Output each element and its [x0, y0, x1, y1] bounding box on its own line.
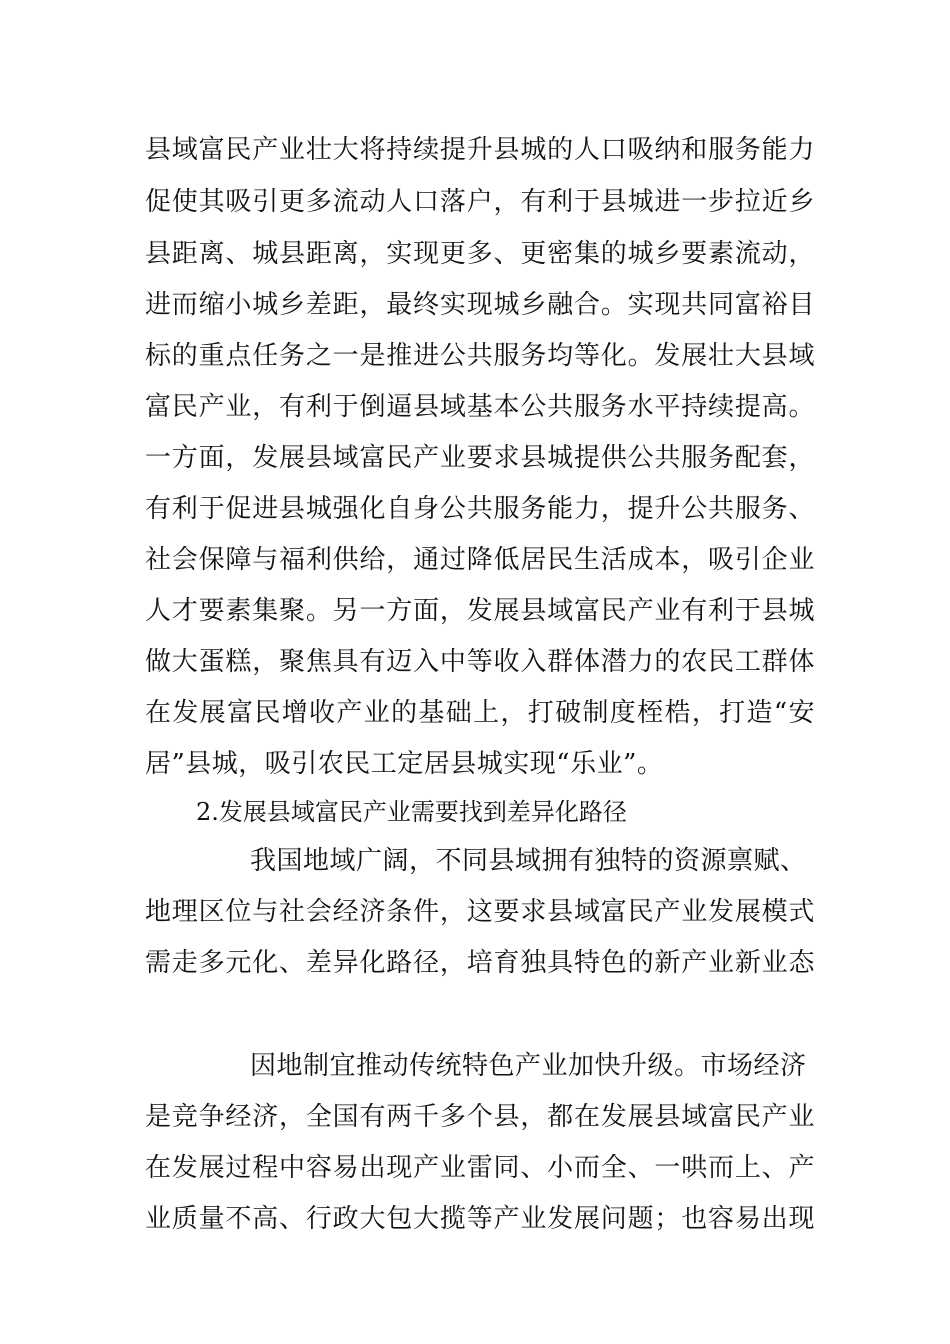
- paragraph1-line: 富民产业，有利于倒逼县域基本公共服务水平持续提高。: [145, 392, 815, 422]
- paragraph3-line: 是竞争经济，全国有两千多个县，都在发展县域富民产业: [145, 1102, 815, 1132]
- paragraph3-line: 业质量不高、行政大包大揽等产业发展问题；也容易出现: [145, 1204, 815, 1234]
- paragraph2-line: 地理区位与社会经济条件，这要求县域富民产业发展模式: [145, 897, 815, 927]
- paragraph3-line: 在发展过程中容易出现产业雷同、小而全、一哄而上、产: [145, 1153, 815, 1183]
- paragraph1-line: 促使其吸引更多流动人口落户，有利于县城进一步拉近乡: [145, 187, 815, 217]
- paragraph1-line: 做大蛋糕，聚焦具有迈入中等收入群体潜力的农民工群体: [145, 647, 815, 677]
- paragraph1-line: 县距离、城县距离，实现更多、更密集的城乡要素流动，: [145, 239, 815, 269]
- paragraph2-line: 需走多元化、差异化路径，培育独具特色的新产业新业态: [145, 948, 815, 978]
- paragraph1-line: 有利于促进县城强化自身公共服务能力，提升公共服务、: [145, 494, 815, 524]
- paragraph1-line: 在发展富民增收产业的基础上，打破制度桎梏，打造“安: [145, 698, 815, 728]
- section-heading: 2.发展县域富民产业需要找到差异化路径: [196, 798, 627, 826]
- paragraph1-line: 一方面，发展县域富民产业要求县城提供公共服务配套，: [145, 443, 815, 473]
- paragraph1-line: 社会保障与福利供给，通过降低居民生活成本，吸引企业: [145, 545, 815, 575]
- paragraph2-line: 我国地域广阔，不同县域拥有独特的资源禀赋、: [250, 846, 807, 876]
- paragraph1-line: 进而缩小城乡差距，最终实现城乡融合。实现共同富裕目: [145, 290, 815, 320]
- paragraph1-line: 标的重点任务之一是推进公共服务均等化。发展壮大县域: [145, 341, 815, 371]
- paragraph3-line: 因地制宜推动传统特色产业加快升级。市场经济: [250, 1051, 807, 1081]
- paragraph1-line: 居”县城，吸引农民工定居县城实现“乐业”。: [145, 749, 664, 779]
- paragraph1-line: 人才要素集聚。另一方面，发展县域富民产业有利于县城: [145, 596, 815, 626]
- paragraph1-line: 县域富民产业壮大将持续提升县城的人口吸纳和服务能力: [145, 135, 815, 165]
